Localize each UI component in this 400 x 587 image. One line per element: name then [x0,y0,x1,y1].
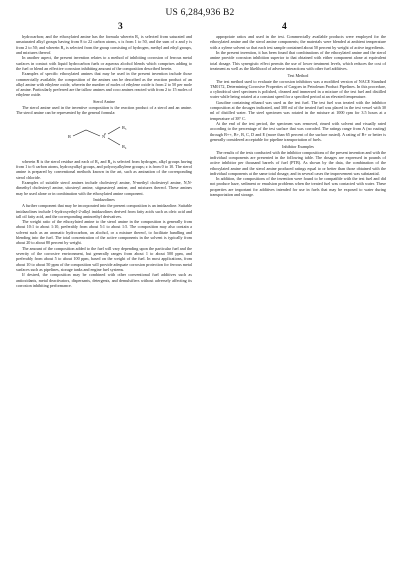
figure-bond-upper [108,127,120,134]
paragraph: In another aspect, the present invention relates to a method of inhibiting corrosion of ferrous metal surfaces in contact with liquid hydrocarbon fuels or aqueous alcohol blends which comprises adding to the fuel or blend an effective corrosion inhibiting amount of the composition described herein. [16,55,192,71]
paragraph: If desired, the composition may be combined with other conventional fuel additives such as antioxidants, metal deactivators, dispersants, detergents, and demulsifiers without adversely affecting its corrosion inhibiting performance. [16,272,192,288]
section-heading-sterol-amine: Sterol Amine [93,99,115,105]
paragraph: In addition, the compositions of the invention were found to be compatible with the test fuel and did not produce haze, sediment or emulsion problems when the treated fuel was contacted with water. These properties are important for additives intended for use in fuels that may be exposed to water during transportation and storage. [210,176,386,198]
right-text-column [210,34,386,579]
figure-label-n: N [102,133,106,139]
paragraph: The test method used to evaluate the corrosion inhibitors was a modified version of NACE Standard TM0172, Determining Corrosive Properties of Cargoes in Petroleum Product Pipelines. In this procedure, a cylindrical steel specimen is polished, cleaned and immersed in a mixture of the test fuel and distilled water while being rotated at a constant speed for a specified period at an elevated temperature. [210,78,386,100]
column-number-right: 4 [282,22,287,32]
patent-number: US 6,284,936 B2 [165,8,235,18]
paragraph: A further component that may be incorporated into the present composition is an imidazoline. Suitable imidazolines include 1-hydroxyethyl-2-alkyl imidazolines derived from fatty acids such as oleic acid and tall oil fatty acid, and the corresponding aminoethyl derivatives. [16,203,192,219]
section-heading-test-method: Test Method [287,72,309,78]
paragraph: Examples of specific ethoxylated amines that may be used in the present invention include those commercially available; the composition of the amines can be described as the reaction product of an alkyl amine with ethylene oxide, wherein the number of moles of ethylene oxide is from 2 to 50 per mole of amine. Particularly preferred are the tallow amines and coco amines reacted with from 2 to 15 moles of ethylene oxide. [16,71,192,98]
paragraph: The amount of the composition added to the fuel will vary depending upon the particular fuel and the severity of the corrosive environment, but generally ranges from about 1 to about 500 ppm, and preferably from about 5 to about 100 ppm, based on the weight of the fuel. In most applications, from about 10 to about 50 ppm of the composition will provide adequate corrosion protection for ferrous metal surfaces such as pipelines, storage tanks and engine fuel systems. [16,245,192,272]
figure-label-r3: R₃ [122,124,127,130]
paragraph: appropriate ratios and used in the test. Commercially available products were employed for the ethoxylated amine and the sterol amine components; the materials were blended at ambient temperature with a xylene solvent so that each test sample contained about 50 percent by weight of active ingredients. [210,34,386,50]
figure-label-r4: R₄ [122,143,127,149]
column-number-left: 3 [118,22,123,32]
paragraph: The sterol amine used in the inventive composition is the reaction product of a sterol and an amine. The sterol amine can be represented by the general formula: [16,105,192,116]
section-heading-imidazolines: Imidazolines [93,197,115,203]
figure-label-r: R [68,133,71,139]
paragraph: In the present invention, it has been found that combinations of the ethoxylated amine and the sterol amine provide corrosion inhibition superior to that obtained with either component alone at equivalent total dosage. This synergistic effect permits the use of lower treatment levels, which reduces the cost of treatment as well as the likelihood of adverse interactions with other fuel additives. [210,49,386,71]
left-text-column [16,34,192,579]
section-heading-inhibitor-examples: Inhibitor Examples [282,143,314,149]
paragraph: At the end of the test period, the specimen was removed, rinsed with solvent and visually rated according to the percentage of the test surface that was corroded. The ratings range from A (no rusting) through B++, B+, B, C, D and E (more than 65 percent of the surface rusted). A rating of B+ or better is generally considered acceptable for pipeline transportation of fuels. [210,121,386,142]
paragraph: wherein R is the sterol residue and each of R₃ and R₄ is selected from hydrogen, alkyl groups having from 1 to 6 carbon atoms, hydroxyalkyl groups, and polyoxyalkylene groups; z is from 0 to 10. The sterol amine is prepared by conventional methods known in the art, such as amination of the corresponding sterol chloride. [16,158,192,180]
figure-bond-lower [108,138,120,145]
figure-label-z: z [104,130,106,136]
chemical-structure-figure [16,119,192,155]
figure-chain [73,130,100,136]
paragraph: The results of the tests conducted with the inhibitor compositions of the present invention and with the individual components are presented in the following table. The dosages are expressed in pounds of active inhibitor per thousand barrels of fuel (PTB). As shown by the data, the combination of the ethoxylated amine and the sterol amine produced ratings equal to or better than those obtained with the individual components at the same total dosage, and in several cases the improvement was substantial. [210,149,386,176]
paragraph: Gasoline containing ethanol was used as the test fuel. The test fuel was treated with the inhibitor composition at the dosages indicated, and 300 ml of the treated fuel was placed in the test vessel with 30 ml of distilled water. The steel specimen was rotated in the mixture at 1000 rpm for 3.5 hours at a temperature of 38° C. [210,99,386,121]
paragraph: The weight ratio of the ethoxylated amine to the sterol amine in the composition is generally from about 10:1 to about 1:10, preferably from about 5:1 to about 1:5. The composition may also contain a solvent such as an aromatic hydrocarbon, an alcohol, or a mixture thereof, to facilitate handling and blending into the fuel. The total concentration of the active components in the solvent is typically from about 20 to about 80 percent by weight. [16,219,192,246]
paragraph: Examples of suitable sterol amines include cholesteryl amine, N-methyl cholesteryl amine, N,N-dimethyl cholesteryl amine, sitosteryl amine, stigmasteryl amine, and mixtures thereof. These amines may be used alone or in combination with the ethoxylated amine component. [16,179,192,196]
paragraph: hydrocarbon; and the ethoxylated amine has the formula wherein R₁ is selected from saturated and unsaturated alkyl groups having from 8 to 22 carbon atoms, x is from 1 to 50, and the sum of x and y is from 2 to 50; and wherein R₂ is selected from the group consisting of hydrogen, methyl and ethyl groups, and mixtures thereof. [16,34,192,55]
